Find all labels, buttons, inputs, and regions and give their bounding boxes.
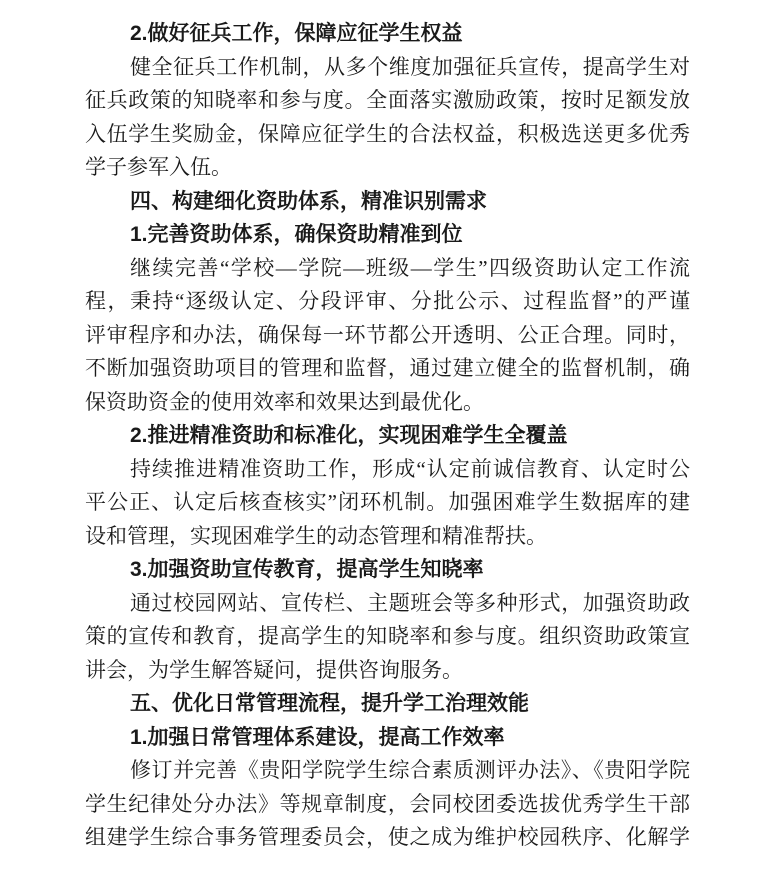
sub-heading-line: 1.加强日常管理体系建设，提高工作效率 bbox=[130, 725, 505, 749]
document-content bbox=[85, 17, 690, 855]
sub-heading-line: 3.加强资助宣传教育，提高学生知晓率 bbox=[130, 558, 484, 581]
paragraph-line: 不断加强资助项目的管理和监督，通过建立健全的监督机制，确 bbox=[85, 356, 690, 380]
paragraph-line: 评审程序和办法，确保每一环节都公开透明、公正合理。同时， bbox=[85, 322, 690, 347]
paragraph-line: 征兵政策的知晓率和参与度。全面落实激励政策，按时足额发放 bbox=[85, 88, 690, 112]
sub-heading-line: 2.做好征兵工作，保障应征学生权益 bbox=[130, 22, 463, 45]
paragraph-line: 保资助资金的使用效率和效果达到最优化。 bbox=[85, 389, 484, 414]
paragraph-line: 学生纪律处分办法》等规章制度，会同校团委选拔优秀学生干部 bbox=[85, 791, 690, 816]
paragraph-line: 组建学生综合事务管理委员会，使之成为维护校园秩序、化解学 bbox=[85, 825, 690, 849]
paragraph-line: 讲会，为学生解答疑问，提供咨询服务。 bbox=[85, 657, 463, 682]
sub-heading-line: 1.完善资助体系，确保资助精准到位 bbox=[130, 223, 463, 246]
paragraph-line: 设和管理，实现困难学生的动态管理和精准帮扶。 bbox=[85, 523, 547, 548]
paragraph-line: 平公正、认定后核查核实”闭环机制。加强困难学生数据库的建 bbox=[85, 490, 690, 514]
paragraph-line: 继续完善“学校—学院—班级—学生”四级资助认定工作流 bbox=[130, 255, 690, 280]
section-heading-line: 五、优化日常管理流程，提升学工治理效能 bbox=[130, 692, 529, 715]
sub-heading-line: 2.推进精准资助和标准化，实现困难学生全覆盖 bbox=[130, 424, 568, 447]
section-heading-line: 四、构建细化资助体系，精准识别需求 bbox=[130, 189, 487, 213]
paragraph-line: 入伍学生奖励金，保障应征学生的合法权益，积极选送更多优秀 bbox=[85, 121, 690, 146]
paragraph-line: 学子参军入伍。 bbox=[85, 155, 232, 179]
paragraph-line: 持续推进精准资助工作，形成“认定前诚信教育、认定时公 bbox=[130, 456, 690, 481]
paragraph-line: 程，秉持“逐级认定、分段评审、分批公示、过程监督”的严谨 bbox=[85, 289, 690, 313]
paragraph-line: 修订并完善《贵阳学院学生综合素质测评办法》、《贵阳学院 bbox=[130, 758, 690, 782]
paragraph-line: 健全征兵工作机制，从多个维度加强征兵宣传，提高学生对 bbox=[130, 54, 690, 79]
paragraph-line: 通过校园网站、宣传栏、主题班会等多种形式，加强资助政 bbox=[130, 590, 690, 615]
paragraph-line: 策的宣传和教育，提高学生的知晓率和参与度。组织资助政策宣 bbox=[85, 624, 690, 648]
